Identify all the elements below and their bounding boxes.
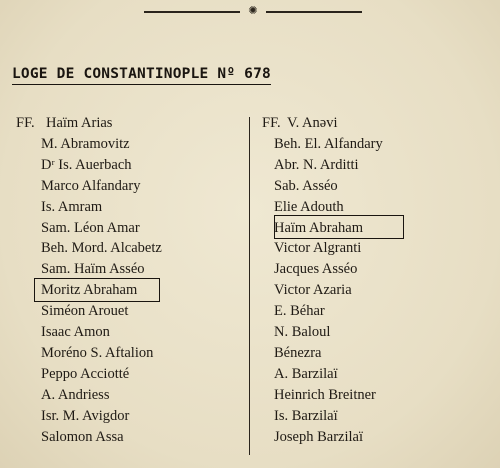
member-name: Victor Azaria [274, 282, 352, 299]
member-name: Dʳ Is. Auerbach [41, 156, 132, 173]
column-divider [249, 117, 250, 455]
member-name: Is. Barzilaï [274, 407, 338, 424]
member-name: Haïm Arias [46, 115, 113, 131]
member-name: Sam. Haïm Asséo [41, 261, 145, 278]
member-name: N. Baloul [274, 324, 331, 340]
ff-prefix: FF. [262, 115, 281, 131]
member-name: Salomon Assa [41, 428, 124, 445]
member-name: Marco Alfandary [41, 177, 141, 194]
member-name: Jacques Asséo [274, 261, 358, 278]
member-name: Victor Algranti [274, 240, 362, 257]
member-name: Bénezra [274, 344, 322, 361]
lodge-heading: LOGE DE CONSTANTINOPLE Nº 678 [12, 66, 271, 85]
member-name: Heinrich Breitner [274, 386, 376, 403]
member-name: Sab. Asséo [274, 177, 338, 194]
highlight-box-left [34, 278, 160, 302]
member-name: V. Anəvi [287, 115, 338, 131]
member-name: M. Abramovitz [41, 135, 130, 152]
ff-prefix: FF. [16, 115, 35, 131]
member-name: A. Andriess [41, 386, 110, 403]
top-ornament [144, 6, 362, 18]
ornament-rule-right [266, 11, 362, 13]
member-name: Sam. Léon Amar [41, 219, 140, 236]
highlight-box-right [274, 215, 404, 239]
member-name: Elie Adouth [274, 198, 344, 215]
member-name: Isr. M. Avigdor [41, 407, 130, 424]
member-name: Joseph Barzilaï [274, 428, 363, 445]
member-name: Haïm Abraham [274, 219, 363, 236]
member-name: Siméon Arouet [41, 303, 129, 320]
ornament-rule-left [144, 11, 240, 13]
member-name: Abr. N. Arditti [274, 156, 359, 173]
member-name: Beh. Mord. Alcabetz [41, 240, 162, 257]
member-name: E. Béhar [274, 303, 325, 320]
star-ornament-icon: ✺ [248, 4, 258, 17]
member-name: Moritz Abraham [41, 282, 138, 299]
member-name: Isaac Amon [41, 324, 110, 340]
member-name: Peppo Acciotté [41, 365, 130, 382]
member-name: Moréno S. Aftalion [41, 344, 154, 361]
member-name: Beh. El. Alfandary [274, 135, 383, 152]
member-name: Is. Amram [41, 198, 103, 215]
member-name: A. Barzilaï [274, 365, 338, 382]
